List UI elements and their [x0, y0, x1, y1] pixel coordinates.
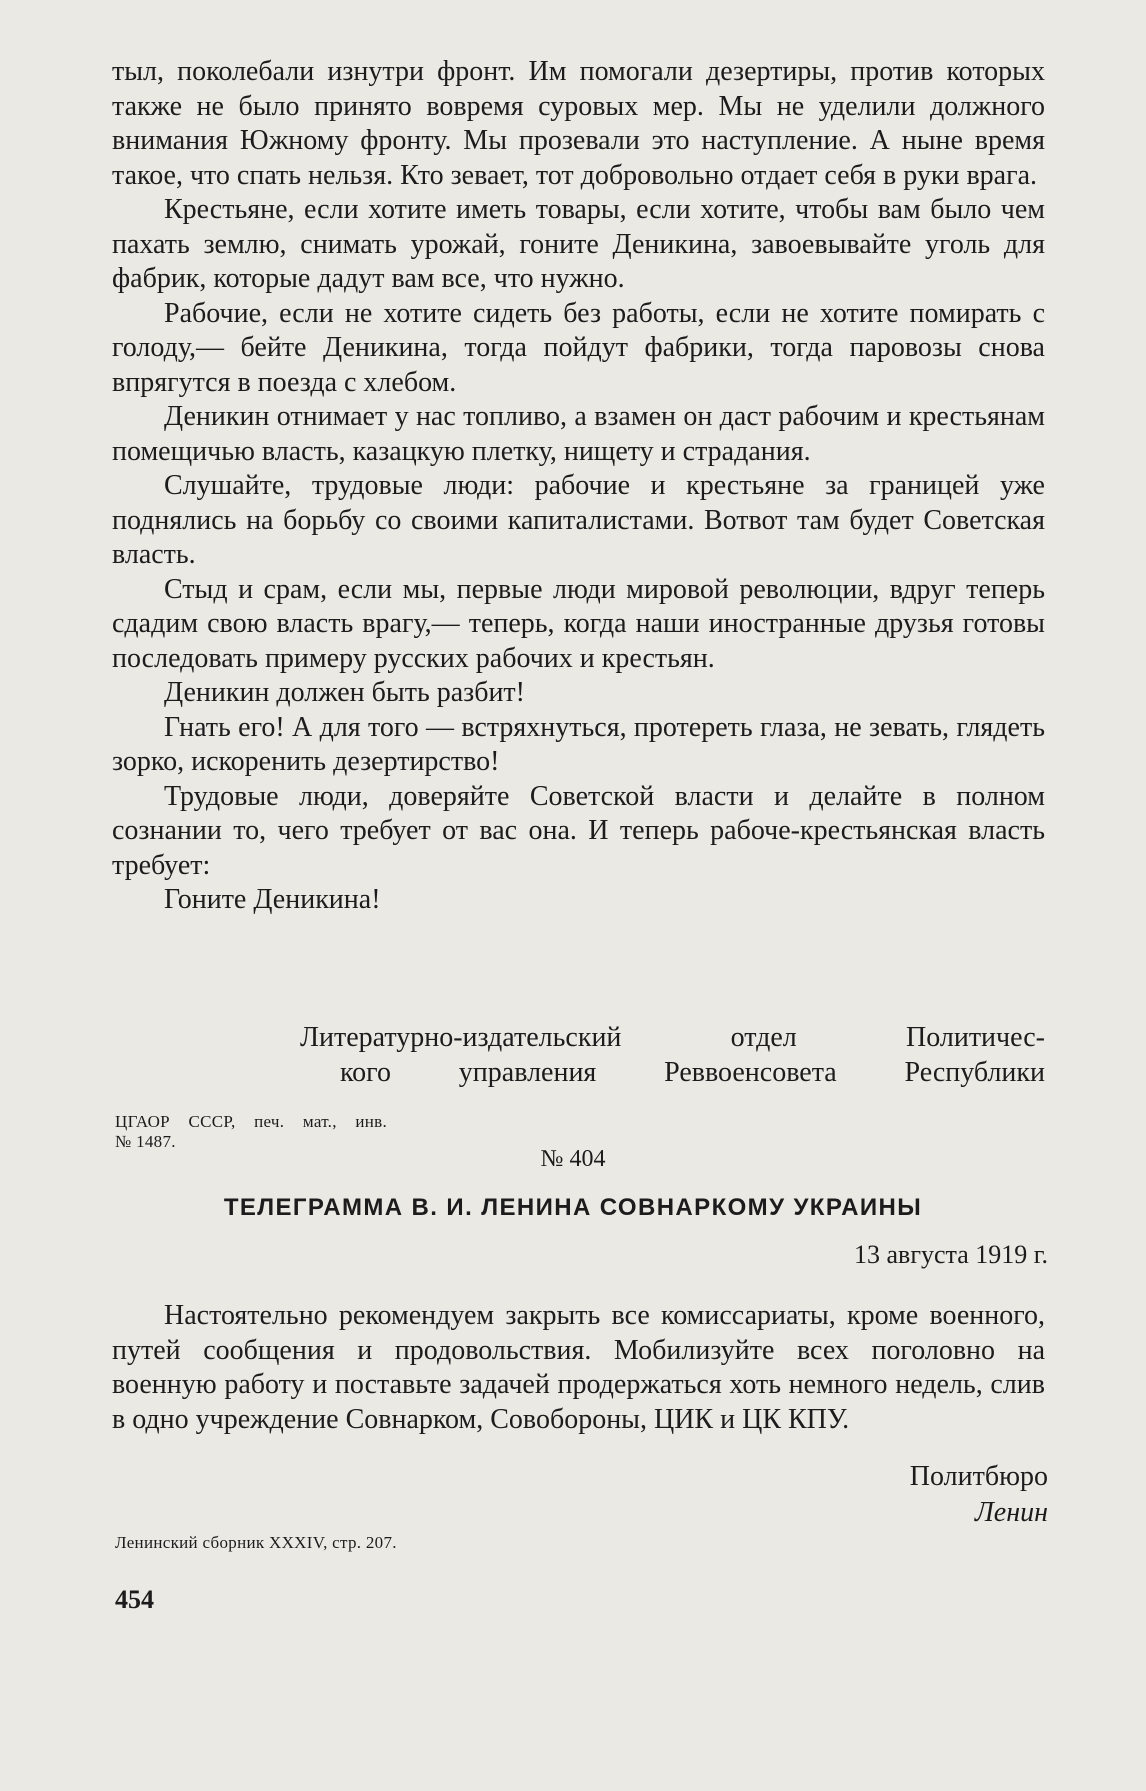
main-text [112, 55, 1045, 918]
signature-politburo: Политбюро [909, 1461, 1048, 1492]
signature-org-line2: кого управления Реввоенсовета Республики [340, 1056, 1045, 1088]
paragraph: Рабочие, если не хотите сидеть без работы, если не хотите помирать с голоду,— бейте Деникина, тогда пойдут фабрики, тогда паровозы снова впрягутся в поезда с хлебом. [112, 297, 1045, 398]
signature-lenin: Ленин [974, 1497, 1048, 1528]
signature-org-line1: Литературно-издательский отдел Политичес- [300, 1022, 1045, 1053]
lenin-source: Ленинский сборник XXXIV, стр. 207. [115, 1533, 397, 1552]
paragraph: Гнать его! А для того — встряхнуться, протереть глаза, не зевать, глядеть зорко, искоренить дезертирство! [112, 711, 1045, 777]
paragraph: Слушайте, трудовые люди: рабочие и крестьяне за границей уже поднялись на борьбу со своими капиталистами. Вотвот там будет Советская власть. [112, 470, 1045, 570]
document-title: ТЕЛЕГРАММА В. И. ЛЕНИНА СОВНАРКОМУ УКРАИНЫ [223, 1194, 923, 1221]
document-date: 13 августа 1919 г. [854, 1240, 1048, 1269]
paragraph: Деникин отнимает у нас топливо, а взамен он даст рабочим и крестьянам помещичью власть, казацкую плетку, нищету и страдания. [112, 401, 1045, 467]
telegram-body [112, 1299, 1045, 1437]
archive-source-line1: ЦГАОР СССР, печ. мат., инв. [115, 1112, 388, 1131]
paragraph: Деникин должен быть разбит! [164, 677, 525, 708]
paragraph: тыл, поколебали изнутри фронт. Им помогали дезертиры, против которых также не было принято вовремя суровых мер. Мы не уделили должного внимания Южному фронту. Мы прозевали это наступление. А ныне время такое, что спать нельзя. Кто зевает, тот добровольно отдает себя в руки врага. [112, 56, 1045, 191]
paragraph: Гоните Деникина! [164, 884, 381, 915]
archive-source-line2: № 1487. [115, 1132, 176, 1151]
signature-organization [300, 1021, 1045, 1090]
paragraph: Стыд и срам, если мы, первые люди мировой революции, вдруг теперь сдадим свою власть врагу,— теперь, когда наши иностранные друзья готовы последовать примеру русских рабочих и крестьян. [112, 573, 1045, 674]
page-number: 454 [115, 1585, 154, 1614]
document-number: № 404 [540, 1146, 606, 1172]
paragraph: Трудовые люди, доверяйте Советской власти и делайте в полном сознании то, чего требует от вас она. И теперь рабоче-крестьянская власть требует: [112, 780, 1045, 881]
telegram-paragraph: Настоятельно рекомендуем закрыть все комиссариаты, кроме военного, путей сообщения и продовольствия. Мобилизуйте всех поголовно на военную работу и поставьте задачей продержаться хоть немного недель, слив в одно учреждение Совнарком, Совобороны, ЦИК и ЦК КПУ. [112, 1300, 1045, 1435]
paragraph: Крестьяне, если хотите иметь товары, если хотите, чтобы вам было чем пахать землю, снимать урожай, гоните Деникина, завоевывайте уголь для фабрик, которые дадут вам все, что нужно. [112, 194, 1045, 294]
